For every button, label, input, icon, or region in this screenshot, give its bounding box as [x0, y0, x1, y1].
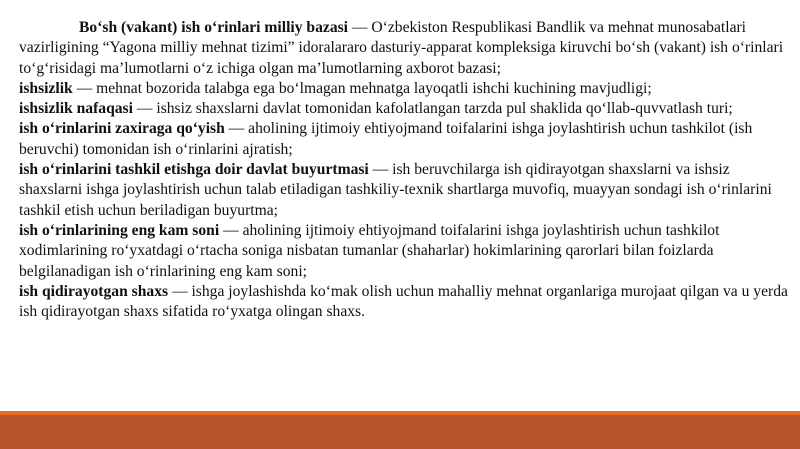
definition-body: — O‘zbekiston Respublikasi Bandlik va mehnat munosabatlari vazirligining “Yagona milliy mehnat tizimi” idoralararo dasturiy-apparat kompleksiga kiruvchi bo‘sh (vakant) ish o‘rinlari to‘g‘risidagi ma’lumotlarni o‘z ichiga olgan ma’lumotlarning axborot bazasi;	[19, 19, 784, 77]
definition-state-order	[19, 160, 789, 221]
definition-body: — aholining ijtimoiy ehtiyojmand toifalarini ishga joylashtirish uchun tashkilot xodimlarining ro‘yxatdagi o‘rtacha soniga nisbatan tumanlar (shaharlar) hokimlarining qarorlari bilan foizlarda belgilanadigan ish o‘rinlarining eng kam soni;	[19, 221, 720, 280]
definition-national-vacancy-database	[19, 18, 789, 79]
definition-body: — mehnat bozorida talabga ega bo‘lmagan mehnatga layoqatli ishchi kuchining mavjudligi;	[72, 79, 652, 97]
definition-minimum-jobs	[19, 221, 789, 282]
definition-term: ishsizlik nafaqasi	[19, 100, 133, 118]
definition-body: — ishga joylashishda ko‘mak olish uchun mahalliy mehnat organlariga murojaat qilgan va u yerda ish qidirayotgan shaxs sifatida ro‘yxatga olingan shaxs.	[19, 282, 788, 321]
definition-term: ish o‘rinlarini tashkil etishga doir davlat buyurtmasi	[19, 161, 369, 179]
definition-term: Bo‘sh (vakant) ish o‘rinlari milliy bazasi	[79, 19, 349, 36]
definition-term: ish qidirayotgan shaxs	[19, 282, 169, 300]
definitions-text	[19, 18, 789, 322]
definition-term: ish o‘rinlarini zaxiraga qo‘yish	[19, 120, 225, 138]
definition-body: — aholining ijtimoiy ehtiyojmand toifalarini ishga joylashtirish uchun tashkilot (ish beruvchi) tomonidan ish o‘rinlarini ajratish;	[19, 120, 753, 158]
definition-term: ishsizlik	[19, 79, 73, 97]
footer-band	[0, 415, 800, 449]
definition-body: — ish beruvchilarga ish qidirayotgan shaxslarni va ishsiz shaxslarni ishga joylashtirish uchun talab etiladigan tashkiliy-texnik shartlarga muvofiq, muayyan sondagi ish o‘rinlarini tashkil etish uchun beriladigan buyurtma;	[19, 161, 772, 219]
definition-unemployment	[19, 79, 789, 99]
definition-body: — ishsiz shaxslarni davlat tomonidan kafolatlangan tarzda pul shaklida qo‘llab-quvvatlash turi;	[132, 100, 733, 118]
definition-term: ish o‘rinlarining eng kam soni	[19, 221, 220, 239]
definition-unemployment-benefit	[19, 99, 789, 119]
definition-job-seeker	[19, 282, 789, 323]
definition-job-reservation	[19, 119, 789, 160]
